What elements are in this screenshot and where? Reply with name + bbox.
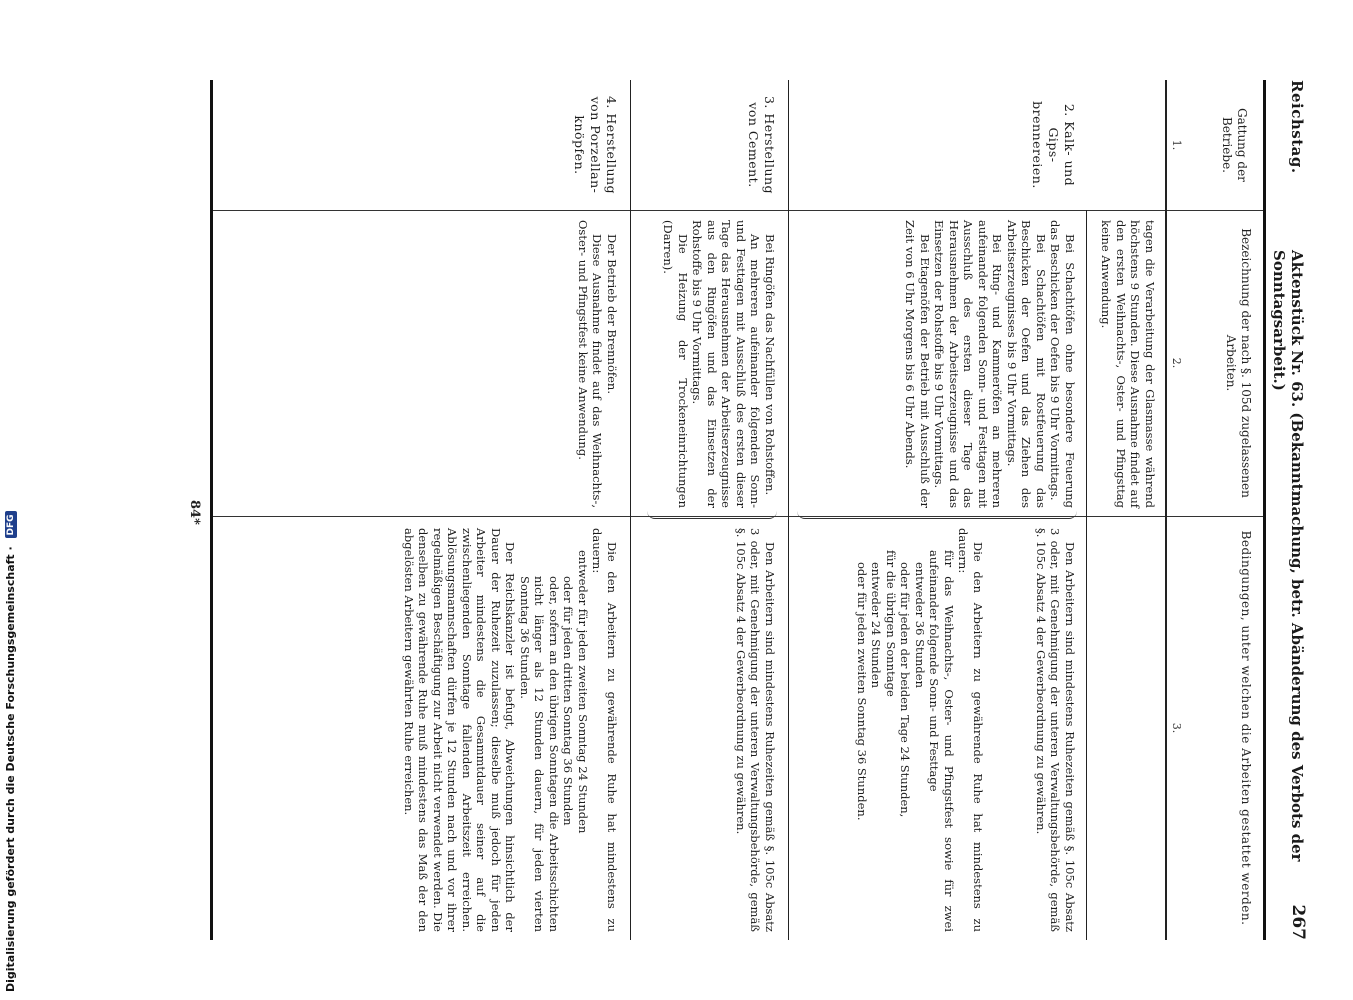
rotated-page — [130, 80, 1310, 940]
page-header — [1270, 80, 1310, 940]
col-divider-1 — [213, 210, 1263, 211]
row-category-kalk: 2. Kalk- und Gips-brennereien. — [1030, 101, 1077, 189]
brace-cement — [647, 510, 777, 519]
row-category-porzellan: 4. Herstellung von Porzellan-knöpfen. — [572, 95, 619, 195]
page-number: 267 — [1288, 904, 1308, 940]
header-title: Aktenstück Nr. 63. (Bekanntmachung, betr. Abänderung des Verbots der Sonntagsarbeit.) — [1270, 250, 1306, 862]
row-rule-2 — [630, 80, 631, 940]
row-kalk-bedingungen-b: Die den Arbeitern zu gewährende Ruhe hat mindestens zu dauern: für das Weihnachts-, Oster- und Pfingstfest sowie für zwei aufeinander folgende Sonn- und Festtage entweder 36 Stunden oder für jeden der beiden Tage 24 Stunden, für die übrigen Sonntage entweder 24 Stunden oder für jeden zweiten Sonntag 36 Stunden. — [855, 528, 985, 932]
signature-mark: 84* — [187, 500, 202, 525]
credit-strip — [4, 514, 20, 992]
regulation-table — [210, 80, 1266, 940]
header-left: Reichstag. — [1288, 80, 1306, 174]
continuation-text: tagen die Verarbeitung der Glasmasse während höchstens 9 Stunden. Diese Ausnahme findet auf den ersten Weihnachts-, Oster- und Pfingsttag keine Anwendung. — [1099, 220, 1157, 508]
column-header-2: Bezeichnung der nach §. 105d zugelassenen Arbeiten. — [1224, 228, 1253, 498]
column-number-2: 2. — [1170, 357, 1183, 369]
table-header — [1167, 80, 1263, 940]
column-header-3: Bedingungen, unter welchen die Arbeiten gestattet werden. — [1239, 530, 1253, 926]
row-porzellan-bedingungen: Die den Arbeitern zu gewährende Ruhe hat mindestens zu dauern: entweder für jeden zweiten Sonntag 24 Stunden oder für jeden dritten Sonntag 36 Stunden oder, sofern an den übrigen Sonntagen die Arbeitsschichten nicht länger als 12 Stunden dauern, für jeden vierten Sonntag 36 Stunden. Der Reichskanzler ist befugt, Abweichungen hinsichtlich der Dauer der Ruhezeit zuzulassen; dieselbe muß jedoch für jeden Arbeiter mindestens die Gesammtdauer seiner auf die zwischenliegenden Sonntage fallenden Arbeitszeit erreichen. Ablösungsmannschaften dürfen je 12 Stunden nach und vor ihrer regelmäßigen Beschäftigung zur Arbeit nicht verwendet werden. Die denselben zu gewährende Ruhe muß mindestens das Maß der den abgelösten Arbeitern gewährten Ruhe erreichen. — [402, 528, 619, 932]
credit-text: Digitalisierung gefördert durch die Deutsche Forschungsgemeinschaft · DFG — [4, 511, 17, 992]
column-number-1: 1. — [1170, 139, 1183, 151]
column-header-1: Gattung der Betriebe. — [1220, 108, 1249, 182]
header-rule — [1165, 80, 1167, 940]
column-number-3: 3. — [1170, 722, 1183, 734]
row-porzellan-arbeiten: Der Betrieb der Brennöfen. Diese Ausnahme findet auf das Weihnachts-, Oster- und Pfingstfest keine Anwendung. — [576, 220, 619, 508]
row-category-cement: 3. Herstellung von Cement. — [746, 95, 777, 195]
row-kalk-arbeiten: Bei Schachtöfen ohne besondere Feuerung das Beschicken der Oefen bis 9 Uhr Vormittags. Bei Schachtöfen mit Rostfeuerung das Beschicken der Oefen und das Ziehen des Arbeitserzeugnisses bis 9 Uhr Vormittags. Bei Ring- und Kammeröfen an mehreren aufeinander folgenden Sonn- und Festtagen mit Ausschluß des ersten dieser Tage das Herausnehmen der Arbeitserzeugnisse und das Einsetzen der Rohstoffe bis 9 Uhr Vormittags. Bei Etagenöfen der Betrieb mit Ausschluß der Zeit von 6 Uhr Morgens bis 6 Uhr Abends. — [903, 220, 1077, 508]
dfg-logo: DFG — [5, 511, 17, 538]
row-rule-1 — [788, 80, 789, 940]
row-kalk-bedingungen-a: Den Arbeitern sind mindestens Ruhezeiten gemäß §. 105c Absatz 3 oder, mit Genehmigung der unteren Verwaltungsbehörde, gemäß §. 105c Absatz 4 der Gewerbeordnung zu gewähren. — [1034, 528, 1077, 932]
brace-kalk — [797, 510, 1077, 519]
row-cement-arbeiten: Bei Ringöfen das Nachfüllen von Rohstoffen. An mehreren aufeinander folgenden Sonn- und Festtagen mit Ausschluß des ersten dieser Tage das Herausnehmen der Arbeitserzeugnisse aus den Ringöfen und das Einsetzen der Rohstoffe bis 9 Uhr Vormittags. Die Heizung der Trockeneinrichtungen (Darren). — [661, 220, 777, 508]
row-cement-bedingungen: Den Arbeitern sind mindestens Ruhezeiten gemäß §. 105c Absatz 3 oder, mit Genehmigung der unteren Verwaltungsbehörde, gemäß §. 105c Absatz 4 der Gewerbeordnung zu gewähren. — [734, 528, 777, 932]
